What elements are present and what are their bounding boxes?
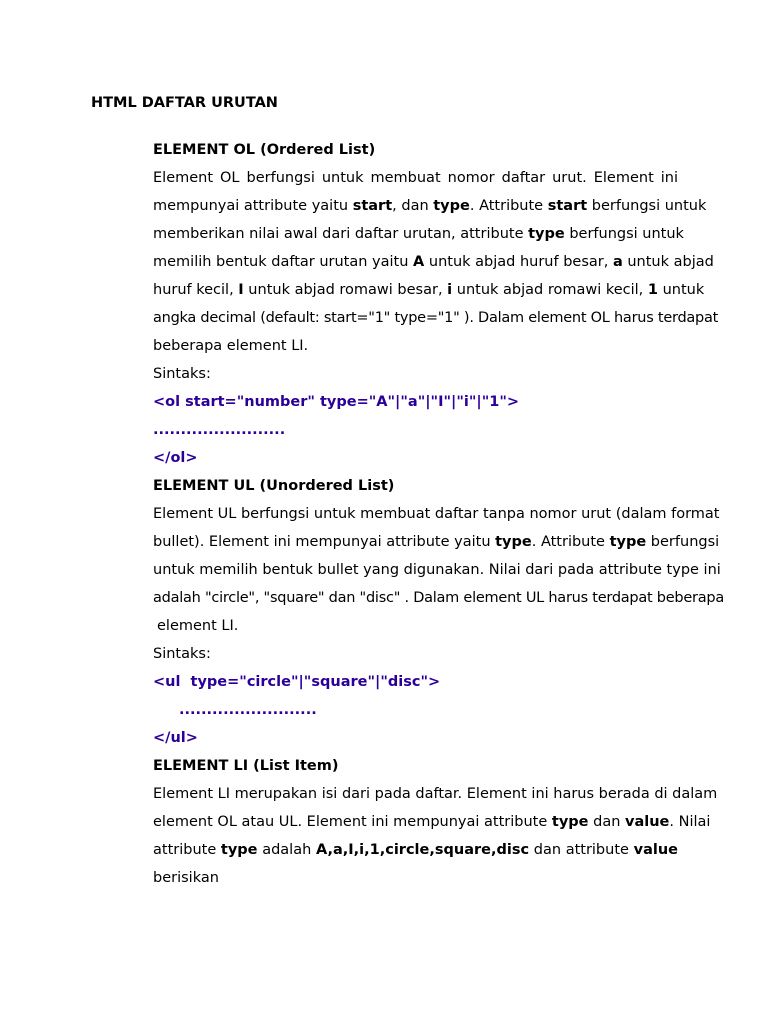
ol-paragraph-line: memilih bentuk daftar urutan yaitu A untuk abjad huruf besar, a untuk abjad (153, 254, 714, 270)
ol-paragraph-line: Element OL berfungsi untuk membuat nomor daftar urut. Element ini (153, 170, 678, 186)
ul-paragraph-line: untuk memilih bentuk bullet yang digunakan. Nilai dari pada attribute type ini (153, 562, 721, 578)
li-paragraph-line: Element LI merupakan isi dari pada daftar. Element ini harus berada di dalam (153, 786, 718, 802)
li-paragraph-line: berisikan (153, 870, 219, 886)
ul-code-dots: ......................... (179, 702, 317, 718)
ul-paragraph-line: Element UL berfungsi untuk membuat daftar tanpa nomor urut (dalam format (153, 506, 720, 522)
page-title: HTML DAFTAR URUTAN (91, 95, 278, 111)
section-heading-ul: ELEMENT UL (Unordered List) (153, 478, 395, 494)
ol-sintaks-label: Sintaks: (153, 366, 211, 382)
ol-paragraph-line: mempunyai attribute yaitu start, dan type. Attribute start berfungsi untuk (153, 198, 707, 214)
ol-paragraph-line: huruf kecil, I untuk abjad romawi besar, i untuk abjad romawi kecil, 1 untuk (153, 282, 705, 298)
ol-paragraph-line: memberikan nilai awal dari daftar urutan, attribute type berfungsi untuk (153, 226, 684, 242)
section-heading-ol: ELEMENT OL (Ordered List) (153, 142, 376, 158)
ul-code-close-tag: </ul> (153, 730, 198, 746)
ul-paragraph-line: adalah "circle", "square" dan "disc" . Dalam element UL harus terdapat beberapa (153, 590, 724, 606)
ol-code-dots: ........................ (153, 422, 286, 438)
section-heading-li: ELEMENT LI (List Item) (153, 758, 339, 774)
ol-code-open-tag: <ol start="number" type="A"|"a"|"I"|"i"|"1"> (153, 394, 520, 410)
ol-paragraph-line: beberapa element LI. (153, 338, 309, 354)
ol-code-close-tag: </ol> (153, 450, 198, 466)
ul-paragraph-line: bullet). Element ini mempunyai attribute yaitu type. Attribute type berfungsi (153, 534, 720, 550)
ul-paragraph-line: element LI. (157, 618, 239, 634)
li-paragraph-line: element OL atau UL. Element ini mempunyai attribute type dan value. Nilai (153, 814, 711, 830)
ol-paragraph-line: angka decimal (default: start="1" type="1" ). Dalam element OL harus terdapat (153, 310, 719, 326)
ul-sintaks-label: Sintaks: (153, 646, 211, 662)
ul-code-open-tag: <ul type="circle"|"square"|"disc"> (153, 674, 441, 690)
document-body (153, 136, 724, 892)
li-paragraph-line: attribute type adalah A,a,I,i,1,circle,square,disc dan attribute value (153, 842, 678, 858)
